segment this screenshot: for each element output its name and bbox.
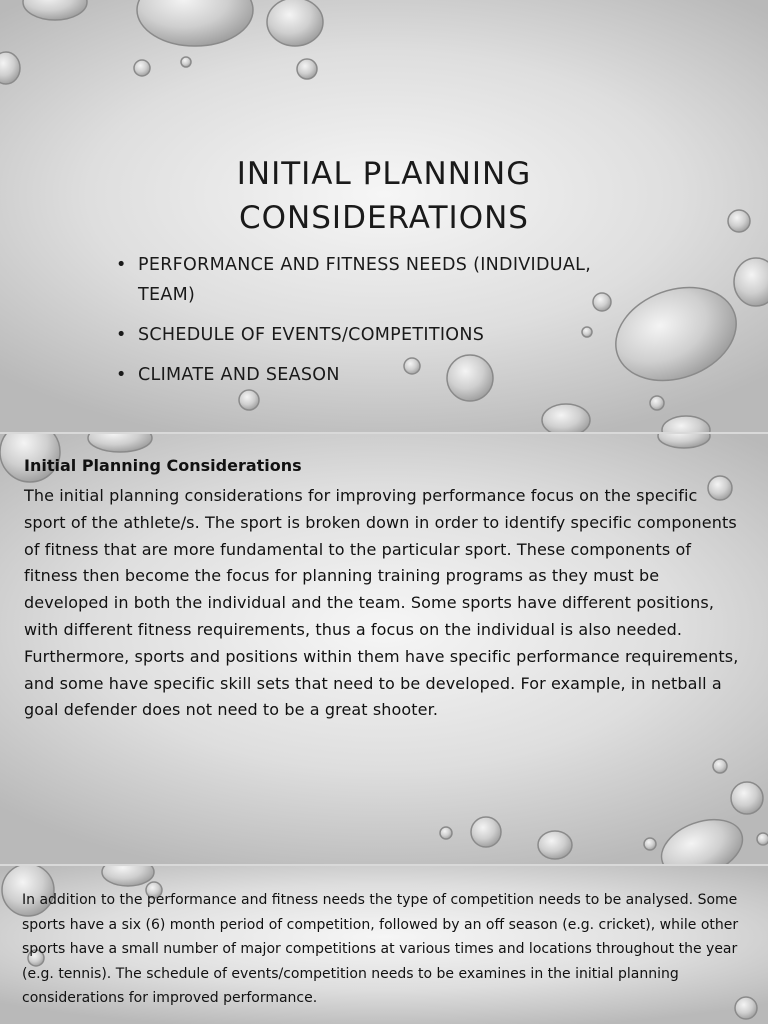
bullet-dot: •: [116, 365, 127, 385]
notes-paragraph: In addition to the performance and fitness needs the type of competition needs to be analysed. Some sports have a six (6) month period of competition, followed by an off season (e.g. cricket), while other sports have a small number of major competitions at various times and locations throughout the year (e.g. tennis). The schedule of events/competition needs to be examines in the initial planning considerations for improved performance.: [22, 892, 739, 1006]
slide-title-heading: [0, 152, 768, 240]
notes-heading: Initial Planning Considerations: [24, 456, 302, 475]
bullet-list: [114, 250, 594, 400]
bullet-text: PERFORMANCE AND FITNESS NEEDS (INDIVIDUAL, TEAM): [138, 255, 592, 305]
bullet-dot: •: [116, 255, 127, 275]
title-line-2: CONSIDERATIONS: [239, 200, 529, 236]
bullet-item-performance: [114, 250, 594, 310]
notes-paragraph: The initial planning considerations for improving performance focus on the specific sport of the athlete/s. The sport is broken down in order to identify specific components of fitness that are more fundamental to the particular sport. These components of fitness then become the focus for planning training programs as they must be developed in both the individual and the team. Some sports have different positions, with different fitness requirements, thus a focus on the individual is also needed. Furthermore, sports and positions within them have specific performance requirements, and some have specific skill sets that need to be developed. For example, in netball a goal defender does not need to be a great shooter.: [24, 486, 739, 720]
title-line-1: INITIAL PLANNING: [236, 156, 532, 192]
bullet-dot: •: [116, 325, 127, 345]
slide-notes-2: [0, 866, 768, 1024]
bullet-item-climate: [114, 360, 594, 390]
slide-title: [0, 0, 768, 432]
slide-notes-1: [0, 434, 768, 864]
bullet-text: SCHEDULE OF EVENTS/COMPETITIONS: [138, 325, 485, 345]
bullet-item-schedule: [114, 320, 594, 350]
bullet-text: CLIMATE AND SEASON: [138, 365, 340, 385]
